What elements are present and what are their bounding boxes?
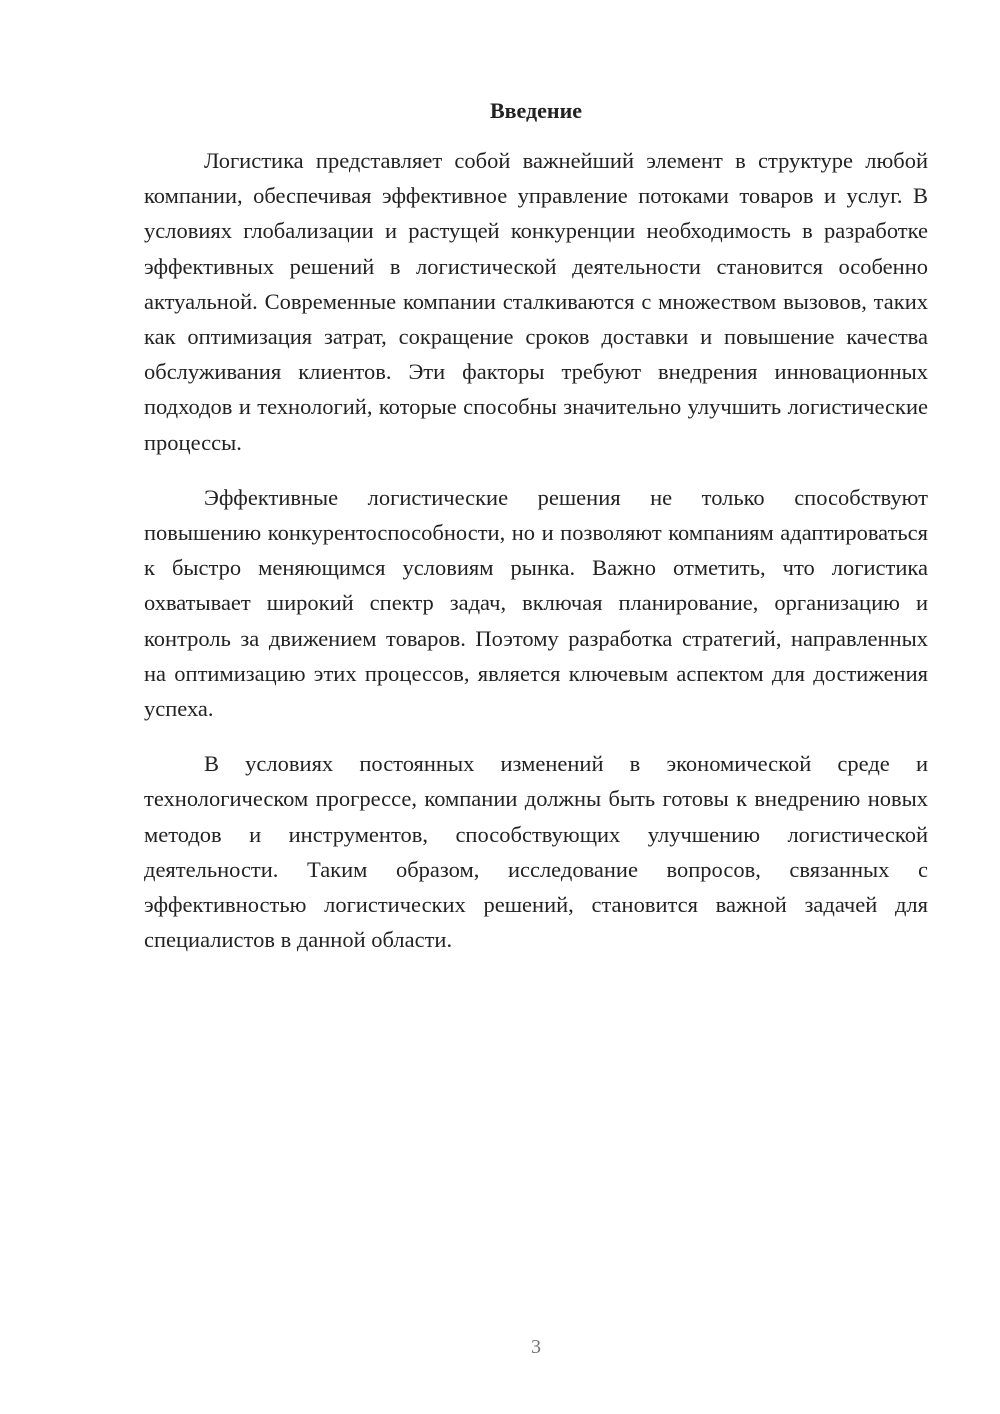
page-title: Введение: [489, 98, 583, 123]
paragraph-2: Эффективные логистические решения не только способствуют повышению конкурентоспособности, но и позволяют компаниям адаптироваться к быстро меняющимся условиям рынка. Важно отметить, что логистика охватывает широкий спектр задач, включая планирование, организацию и контроль за движением товаров. Поэтому разработка стратегий, направленных на оптимизацию этих процессов, является ключевым аспектом для достижения успеха.: [144, 484, 928, 722]
paragraph-1: Логистика представляет собой важнейший элемент в структуре любой компании, обеспечивая эффективное управление потоками товаров и услуг. В условиях глобализации и растущей конкуренции необходимость в разработке эффективных решений в логистической деятельности становится особенно актуальной. Современные компании сталкиваются с множеством вызовов, таких как оптимизация затрат, сокращение сроков доставки и повышение качества обслуживания клиентов. Эти факторы требуют внедрения инновационных подходов и технологий, которые способны значительно улучшить логистические процессы.: [144, 148, 928, 455]
paragraph-3: В условиях постоянных изменений в экономической среде и технологическом прогрессе, компании должны быть готовы к внедрению новых методов и инструментов, способствующих улучшению логистической деятельности. Таким образом, исследование вопросов, связанных с эффективностью логистических решений, становится важной задачей для специалистов в данной области.: [144, 751, 928, 953]
body-text: [144, 143, 928, 977]
page-number: 3: [531, 1336, 541, 1358]
